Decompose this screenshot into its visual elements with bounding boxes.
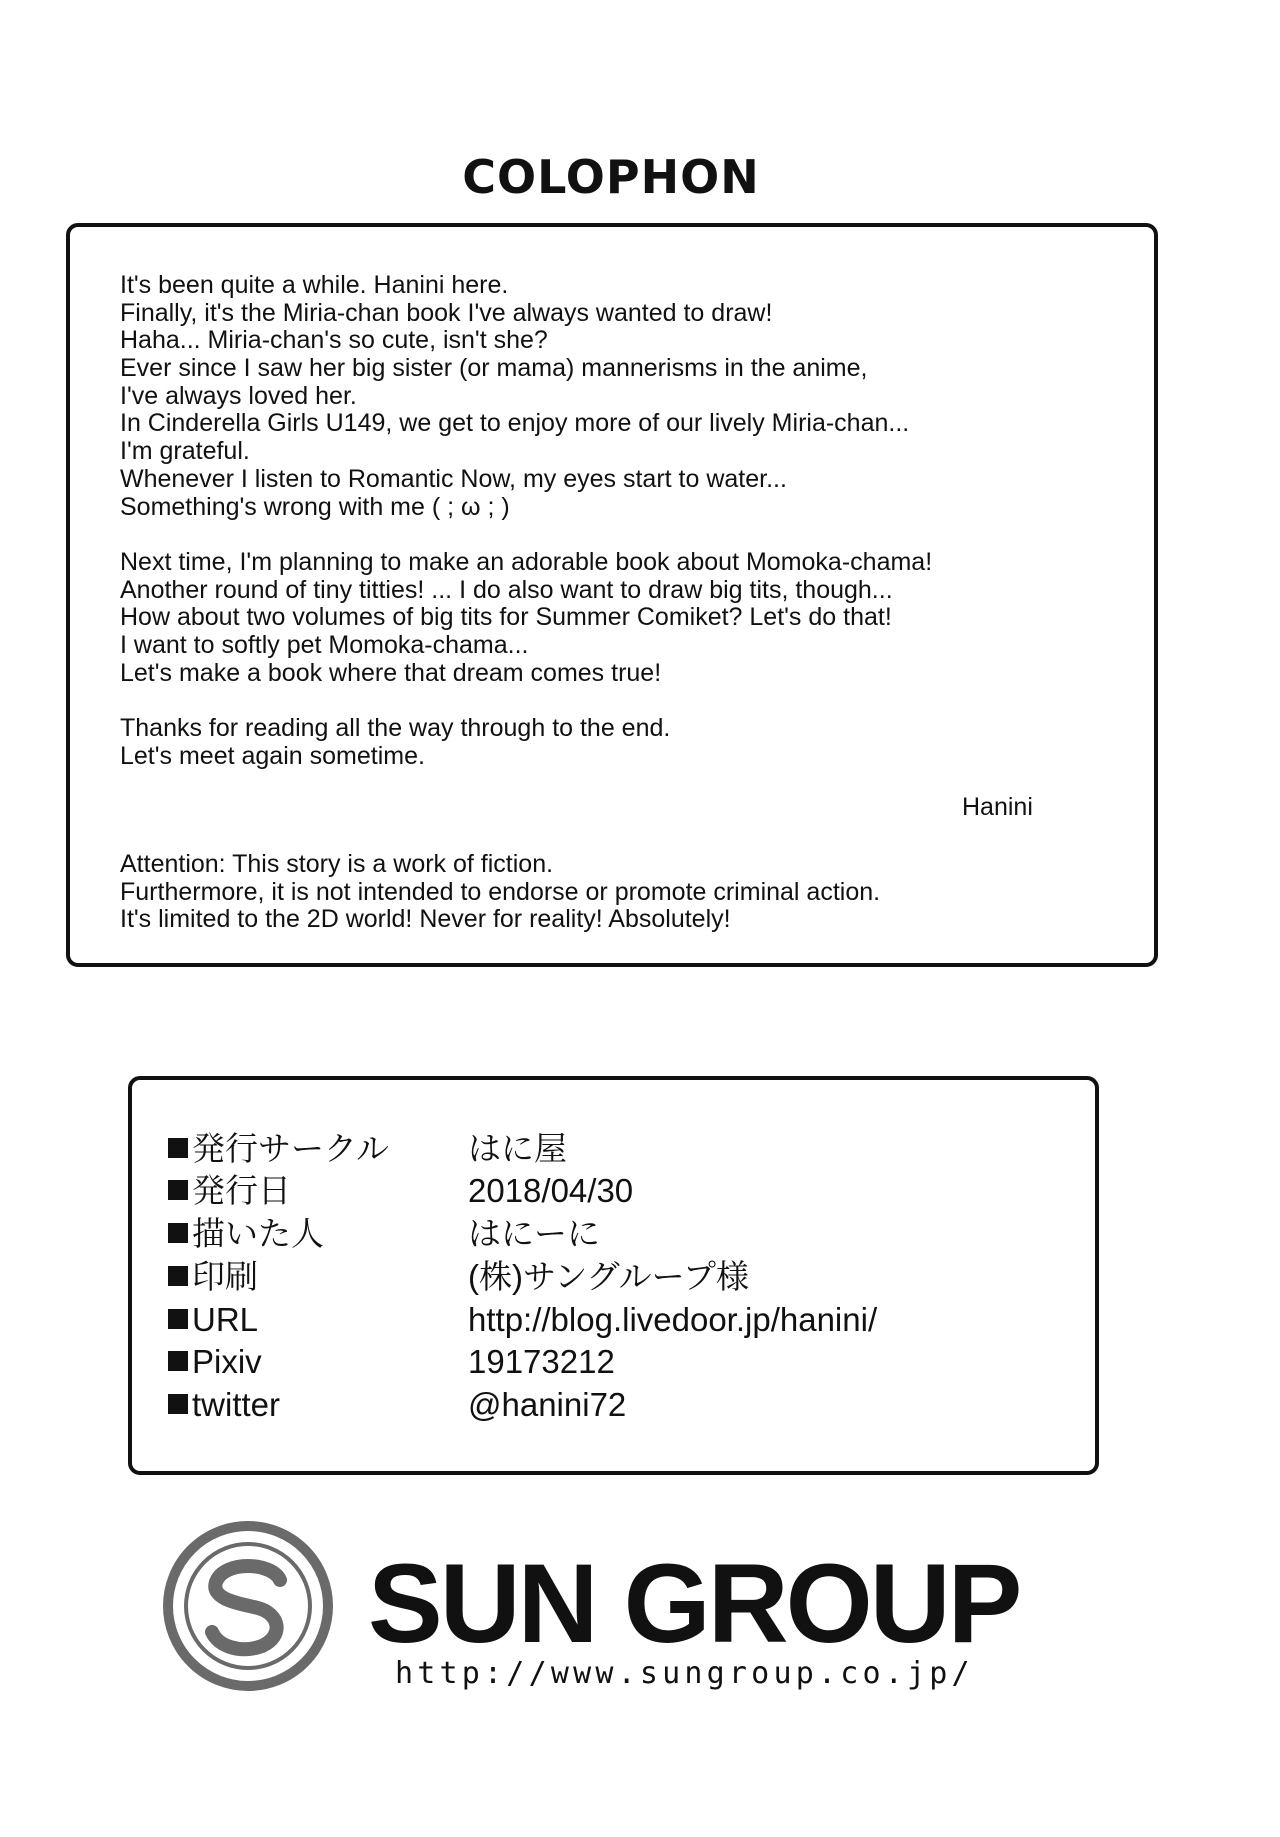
printer-url: http://www.sungroup.co.jp/ bbox=[395, 1656, 974, 1691]
info-row-circle bbox=[168, 1127, 567, 1170]
info-value: @hanini72 bbox=[468, 1386, 627, 1423]
message-line: In Cinderella Girls U149, we get to enjoy more of our lively Miria-chan... bbox=[120, 409, 910, 438]
message-line: Something's wrong with me ( ; ω ; ) bbox=[120, 492, 510, 521]
info-row-twitter bbox=[168, 1383, 626, 1426]
message-line: Whenever I listen to Romantic Now, my eyes start to water... bbox=[120, 464, 787, 493]
signature: Hanini bbox=[962, 793, 1033, 821]
info-label: 描いた人 bbox=[192, 1215, 324, 1252]
info-label: URL bbox=[192, 1301, 259, 1338]
sun-group-logo-icon bbox=[162, 1520, 334, 1692]
info-value: はに屋 bbox=[468, 1130, 567, 1167]
message-line: It's been quite a while. Hanini here. bbox=[120, 271, 509, 299]
attention-line: Attention: This story is a work of fiction. bbox=[120, 850, 554, 878]
message-line: Thanks for reading all the way through to the end. bbox=[120, 714, 671, 742]
attention-notice bbox=[120, 851, 880, 934]
message-line: Let's make a book where that dream comes true! bbox=[120, 658, 662, 687]
message-line: I want to softly pet Momoka-chama... bbox=[120, 630, 529, 659]
info-value: 19173212 bbox=[468, 1343, 615, 1380]
message-line: How about two volumes of big tits for Summer Comiket? Let's do that! bbox=[120, 603, 892, 632]
info-value: http://blog.livedoor.jp/hanini/ bbox=[468, 1301, 878, 1338]
info-row-printer bbox=[168, 1255, 749, 1298]
square-bullet-icon bbox=[168, 1223, 188, 1243]
message-line bbox=[120, 687, 932, 715]
message-line bbox=[120, 521, 932, 549]
message-line: Ever since I saw her big sister (or mama) mannerisms in the anime, bbox=[120, 354, 868, 383]
message-line: Let's meet again sometime. bbox=[120, 741, 425, 770]
square-bullet-icon bbox=[168, 1180, 188, 1200]
square-bullet-icon bbox=[168, 1394, 188, 1414]
info-value: (株)サングループ様 bbox=[468, 1258, 750, 1295]
info-label: Pixiv bbox=[192, 1343, 262, 1380]
message-line: Finally, it's the Miria-chan book I've always wanted to draw! bbox=[120, 298, 773, 327]
info-label: 印刷 bbox=[192, 1258, 258, 1295]
info-label: 発行日 bbox=[192, 1172, 291, 1209]
square-bullet-icon bbox=[168, 1309, 188, 1329]
info-row-pixiv bbox=[168, 1340, 615, 1383]
message-line: Next time, I'm planning to make an adorable book about Momoka-chama! bbox=[120, 547, 933, 576]
printer-brand-name: SUN GROUP bbox=[368, 1541, 1020, 1666]
author-message bbox=[120, 272, 932, 770]
info-value: 2018/04/30 bbox=[468, 1172, 634, 1209]
info-label: twitter bbox=[192, 1386, 281, 1423]
message-line: I'm grateful. bbox=[120, 437, 250, 466]
info-label: 発行サークル bbox=[192, 1130, 390, 1167]
message-line: Haha... Miria-chan's so cute, isn't she? bbox=[120, 326, 548, 355]
info-row-url bbox=[168, 1298, 877, 1341]
info-row-artist bbox=[168, 1212, 600, 1255]
square-bullet-icon bbox=[168, 1266, 188, 1286]
square-bullet-icon bbox=[168, 1138, 188, 1158]
attention-line: It's limited to the 2D world! Never for reality! Absolutely! bbox=[120, 905, 731, 934]
message-line: Another round of tiny titties! ... I do also want to draw big tits, though... bbox=[120, 575, 893, 604]
message-line: I've always loved her. bbox=[120, 381, 357, 410]
info-row-date bbox=[168, 1169, 633, 1212]
attention-line: Furthermore, it is not intended to endorse or promote criminal action. bbox=[120, 877, 881, 906]
square-bullet-icon bbox=[168, 1351, 188, 1371]
page-title: COLOPHON bbox=[462, 150, 760, 204]
info-value: はにーに bbox=[468, 1215, 600, 1252]
